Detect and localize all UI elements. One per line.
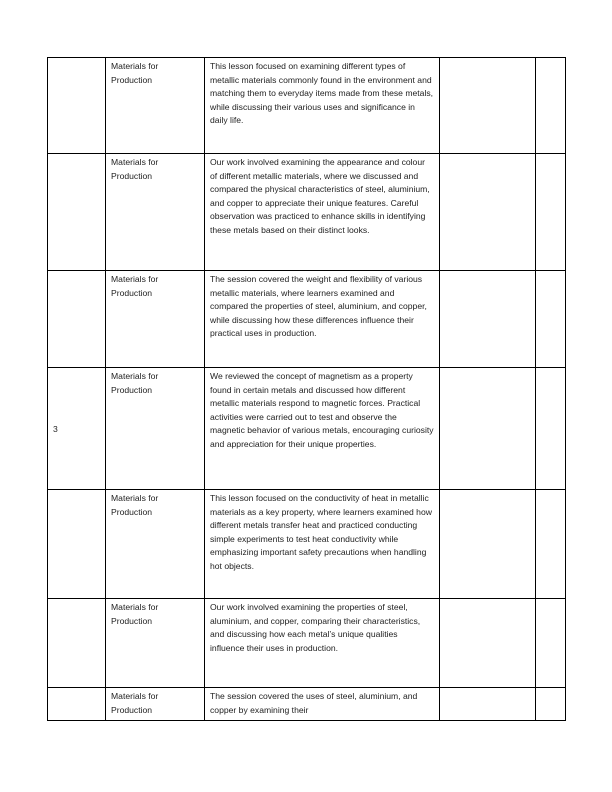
summary-cell: We reviewed the concept of magnetism as a property found in certain metals and discussed how different metallic materials respond to magnetic forces. Practical activities were carried out to test and observe the magnetic behavior of various metals, encouraging curiosity and appreciation for their unique properties. xyxy=(205,368,440,490)
empty-cell xyxy=(536,154,566,271)
empty-cell xyxy=(536,490,566,599)
table-row xyxy=(48,688,566,721)
week-cell xyxy=(48,688,106,721)
lesson-table xyxy=(47,57,566,721)
strand-cell: Materials for Production xyxy=(106,154,205,271)
empty-cell xyxy=(440,154,536,271)
table-row xyxy=(48,599,566,688)
week-cell xyxy=(48,599,106,688)
summary-cell: Our work involved examining the appearance and colour of different metallic materials, where we discussed and compared the physical characteristics of steel, aluminium, and copper to appreciate their unique features. Careful observation was practiced to enhance skills in identifying these metals based on their distinct looks. xyxy=(205,154,440,271)
week-cell: 3 xyxy=(48,368,106,490)
empty-cell xyxy=(440,271,536,368)
empty-cell xyxy=(440,599,536,688)
summary-cell: This lesson focused on the conductivity of heat in metallic materials as a key property, where learners examined how different metals transfer heat and practiced conducting simple experiments to test heat conductivity while emphasizing important safety precautions when handling hot objects. xyxy=(205,490,440,599)
empty-cell xyxy=(536,599,566,688)
week-cell xyxy=(48,154,106,271)
strand-cell: Materials for Production xyxy=(106,271,205,368)
empty-cell xyxy=(536,271,566,368)
table-row xyxy=(48,154,566,271)
empty-cell xyxy=(440,490,536,599)
table-row xyxy=(48,368,566,490)
strand-cell: Materials for Production xyxy=(106,58,205,154)
empty-cell xyxy=(536,58,566,154)
strand-cell: Materials for Production xyxy=(106,688,205,721)
empty-cell xyxy=(536,368,566,490)
summary-cell: The session covered the uses of steel, aluminium, and copper by examining their xyxy=(205,688,440,721)
week-cell xyxy=(48,271,106,368)
summary-cell: This lesson focused on examining different types of metallic materials commonly found in the environment and matching them to everyday items made from these metals, while discussing their various uses and significance in daily life. xyxy=(205,58,440,154)
strand-cell: Materials for Production xyxy=(106,599,205,688)
strand-cell: Materials for Production xyxy=(106,490,205,599)
table-row xyxy=(48,271,566,368)
empty-cell xyxy=(536,688,566,721)
summary-cell: The session covered the weight and flexibility of various metallic materials, where learners examined and compared the properties of steel, aluminium, and copper, while discussing how these differences influence their practical uses in production. xyxy=(205,271,440,368)
strand-cell: Materials for Production xyxy=(106,368,205,490)
week-cell xyxy=(48,490,106,599)
table-row xyxy=(48,490,566,599)
empty-cell xyxy=(440,368,536,490)
empty-cell xyxy=(440,688,536,721)
table-row xyxy=(48,58,566,154)
week-cell xyxy=(48,58,106,154)
empty-cell xyxy=(440,58,536,154)
summary-cell: Our work involved examining the properties of steel, aluminium, and copper, comparing their characteristics, and discussing how each metal’s unique qualities influence their uses in production. xyxy=(205,599,440,688)
